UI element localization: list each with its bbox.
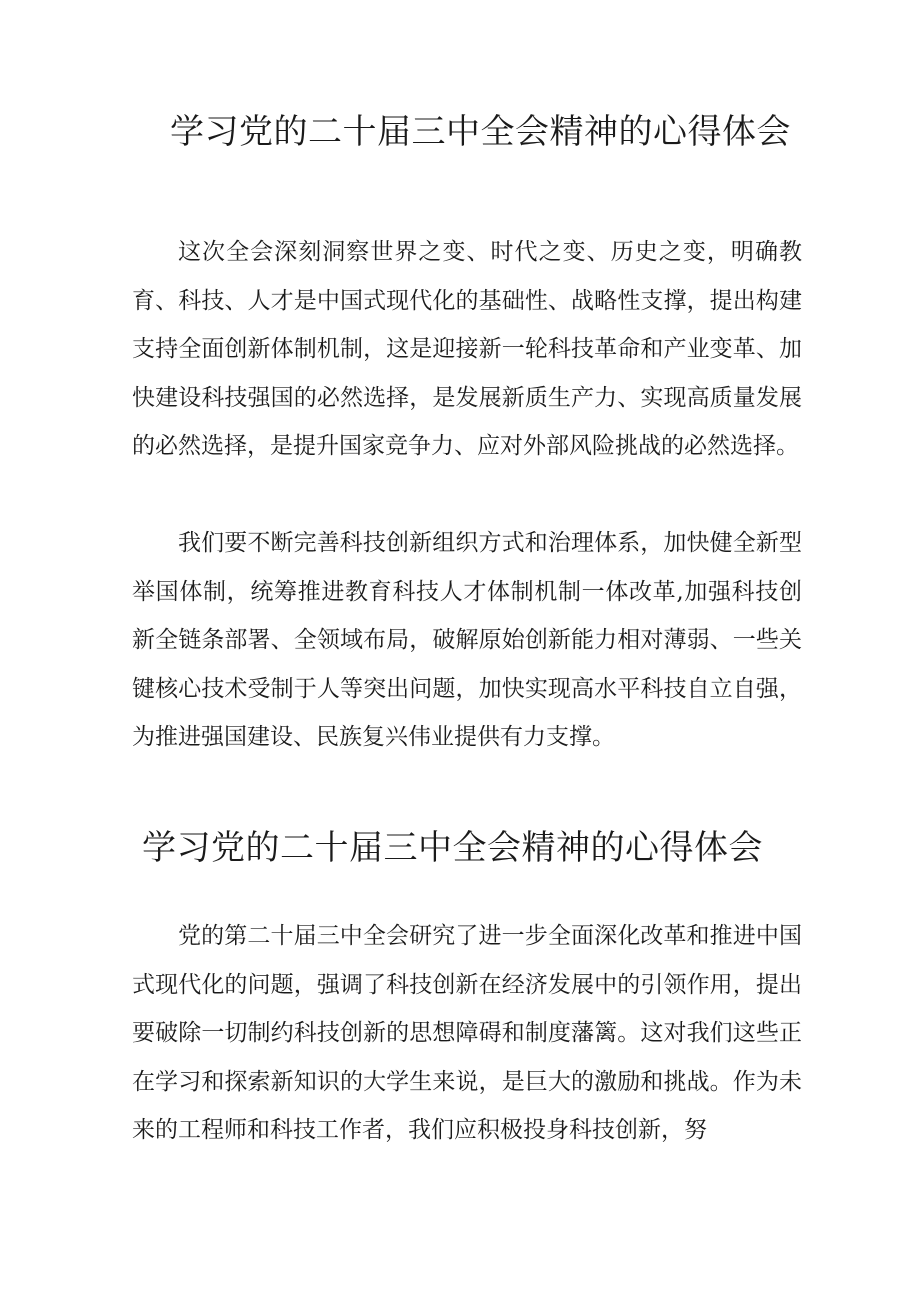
section-title: 学习党的二十届三中全会精神的心得体会: [142, 828, 763, 868]
paragraph: 我们要不断完善科技创新组织方式和治理体系，加快健全新型举国体制，统筹推进教育科技人才体制机制一体改革,加强科技创新全链条部署、全领域布局，破解原始创新能力相对薄弱、一些关键核心技术受制于人等突出问题，加快实现高水平科技自立自强，为推进强国建设、民族复兴伟业提供有力支撑。: [132, 530, 802, 750]
section-title: 学习党的二十届三中全会精神的心得体会: [170, 112, 791, 152]
paragraph: 党的第二十届三中全会研究了进一步全面深化改革和推进中国式现代化的问题，强调了科技创新在经济发展中的引领作用，提出要破除一切制约科技创新的思想障碍和制度藩篱。这对我们这些正在学习和探索新知识的大学生来说，是巨大的激励和挑战。作为未来的工程师和科技工作者，我们应积极投身科技创新，努: [132, 923, 802, 1143]
paragraph: 这次全会深刻洞察世界之变、时代之变、历史之变，明确教育、科技、人才是中国式现代化的基础性、战略性支撑，提出构建支持全面创新体制机制，这是迎接新一轮科技革命和产业变革、加快建设科技强国的必然选择，是发展新质生产力、实现高质量发展的必然选择，是提升国家竞争力、应对外部风险挑战的必然选择。: [132, 239, 802, 459]
